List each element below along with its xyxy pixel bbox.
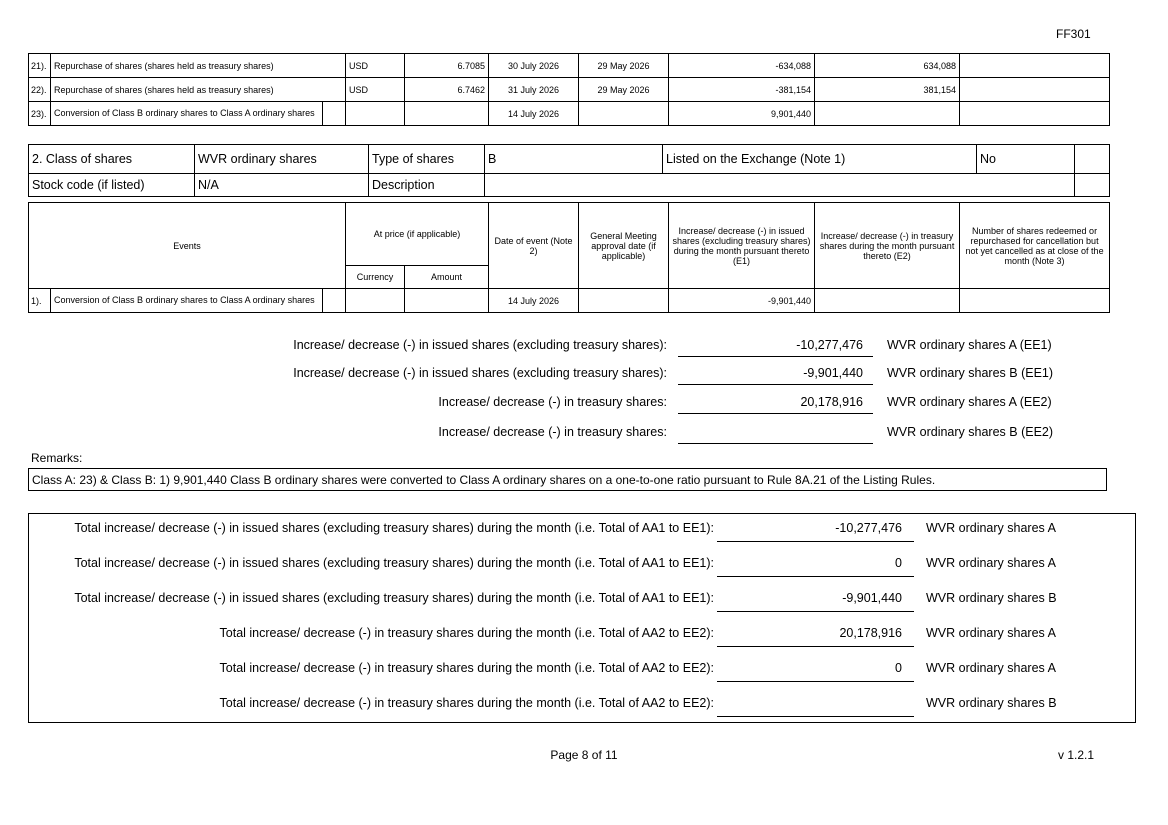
class-of-shares-label: 2. Class of shares bbox=[29, 145, 195, 174]
table-row bbox=[29, 289, 1110, 313]
summary-label: Increase/ decrease (-) in issued shares (excluding treasury shares): bbox=[293, 338, 667, 352]
table-header-row bbox=[29, 203, 1110, 266]
total-underline bbox=[717, 556, 914, 577]
date-event-cell: 14 July 2026 bbox=[489, 102, 579, 126]
at-price-header: At price (if applicable) bbox=[346, 203, 489, 266]
total-row bbox=[0, 626, 1168, 646]
summary-underline bbox=[678, 425, 873, 444]
amount-cell: 6.7085 bbox=[405, 54, 489, 78]
gm-date-cell: 29 May 2026 bbox=[579, 78, 669, 102]
currency-cell: USD bbox=[346, 54, 405, 78]
e2-header: Increase/ decrease (-) in treasury shares during the month pursuant thereto (E2) bbox=[815, 203, 960, 289]
row-number: 22). bbox=[29, 78, 51, 102]
total-unit: WVR ordinary shares A bbox=[926, 556, 1056, 570]
total-unit: WVR ordinary shares A bbox=[926, 661, 1056, 675]
total-unit: WVR ordinary shares B bbox=[926, 696, 1057, 710]
total-value: -9,901,440 bbox=[842, 591, 902, 605]
summary-row bbox=[0, 366, 1168, 386]
date-event-cell: 14 July 2026 bbox=[489, 289, 579, 313]
remarks-box: Class A: 23) & Class B: 1) 9,901,440 Class B ordinary shares were converted to Class A ordinary shares on a one-to-one ratio pursuant to Rule 8A.21 of the Listing Rules. bbox=[28, 468, 1107, 491]
total-value: 20,178,916 bbox=[839, 626, 902, 640]
description-value bbox=[485, 174, 1075, 197]
table-row bbox=[29, 78, 1110, 102]
page-number: Page 8 of 11 bbox=[550, 748, 618, 762]
total-label: Total increase/ decrease (-) in issued shares (excluding treasury shares) during the month (i.e. Total of AA1 to EE1): bbox=[74, 556, 714, 570]
e3-header: Number of shares redeemed or repurchased for cancellation but not yet cancelled as at close of the month (Note 3) bbox=[960, 203, 1110, 289]
stock-code-value: N/A bbox=[195, 174, 369, 197]
e2-cell bbox=[815, 289, 960, 313]
summary-value: -10,277,476 bbox=[796, 338, 863, 352]
amount-cell bbox=[405, 102, 489, 126]
total-row bbox=[0, 521, 1168, 541]
row-number: 23). bbox=[29, 102, 51, 126]
currency-cell bbox=[346, 289, 405, 313]
e2-cell: 634,088 bbox=[815, 54, 960, 78]
summary-row bbox=[0, 425, 1168, 445]
date-event-header: Date of event (Note 2) bbox=[489, 203, 579, 289]
events-header: Events bbox=[29, 203, 346, 289]
e3-cell bbox=[960, 102, 1110, 126]
total-unit: WVR ordinary shares A bbox=[926, 521, 1056, 535]
total-label: Total increase/ decrease (-) in issued shares (excluding treasury shares) during the month (i.e. Total of AA1 to EE1): bbox=[74, 591, 714, 605]
summary-label: Increase/ decrease (-) in treasury shares: bbox=[438, 425, 667, 439]
amount-header: Amount bbox=[405, 266, 489, 289]
version-label: v 1.2.1 bbox=[1058, 748, 1095, 762]
row-number: 1). bbox=[29, 289, 51, 313]
class-of-shares-value: WVR ordinary shares bbox=[195, 145, 369, 174]
totals-box bbox=[28, 513, 1136, 723]
summary-unit: WVR ordinary shares B (EE2) bbox=[887, 425, 1054, 439]
total-value: 0 bbox=[895, 556, 902, 570]
form-code: FF301 bbox=[1056, 27, 1091, 41]
stock-code-label: Stock code (if listed) bbox=[29, 174, 195, 197]
total-label: Total increase/ decrease (-) in issued shares (excluding treasury shares) during the month (i.e. Total of AA1 to EE1): bbox=[74, 521, 714, 535]
table-row bbox=[29, 54, 1110, 78]
total-value: -10,277,476 bbox=[835, 521, 902, 535]
summary-row bbox=[0, 338, 1168, 358]
gm-date-cell bbox=[579, 289, 669, 313]
e2-cell: 381,154 bbox=[815, 78, 960, 102]
total-row bbox=[0, 696, 1168, 716]
e2-cell bbox=[815, 102, 960, 126]
amount-cell bbox=[405, 289, 489, 313]
total-label: Total increase/ decrease (-) in treasury shares during the month (i.e. Total of AA2 to EE2): bbox=[219, 661, 714, 675]
summary-label: Increase/ decrease (-) in issued shares (excluding treasury shares): bbox=[293, 366, 667, 380]
summary-value: 20,178,916 bbox=[800, 395, 863, 409]
listed-spacer bbox=[1075, 145, 1110, 174]
e3-cell bbox=[960, 289, 1110, 313]
description-spacer bbox=[1075, 174, 1110, 197]
description-label: Description bbox=[369, 174, 485, 197]
e1-cell: -634,088 bbox=[669, 54, 815, 78]
table-row bbox=[29, 174, 1110, 197]
listed-label: Listed on the Exchange (Note 1) bbox=[663, 145, 977, 174]
summary-value: -9,901,440 bbox=[803, 366, 863, 380]
e1-cell: -381,154 bbox=[669, 78, 815, 102]
event-cell: Repurchase of shares (shares held as treasury shares) bbox=[51, 78, 346, 102]
class-header-table bbox=[28, 144, 1110, 197]
gm-date-cell bbox=[579, 102, 669, 126]
summary-label: Increase/ decrease (-) in treasury shares: bbox=[438, 395, 667, 409]
event-cell: Conversion of Class B ordinary shares to Class A ordinary shares bbox=[51, 102, 323, 126]
amount-cell: 6.7462 bbox=[405, 78, 489, 102]
gm-date-header: General Meeting approval date (if applicable) bbox=[579, 203, 669, 289]
currency-cell bbox=[346, 102, 405, 126]
event-cell: Repurchase of shares (shares held as treasury shares) bbox=[51, 54, 346, 78]
total-unit: WVR ordinary shares B bbox=[926, 591, 1057, 605]
class-b-events-table bbox=[28, 202, 1110, 313]
table-row bbox=[29, 145, 1110, 174]
e1-header: Increase/ decrease (-) in issued shares (excluding treasury shares) during the month pursuant thereto (E1) bbox=[669, 203, 815, 289]
summary-unit: WVR ordinary shares B (EE1) bbox=[887, 366, 1054, 380]
event-cell-spacer bbox=[323, 289, 346, 313]
currency-cell: USD bbox=[346, 78, 405, 102]
gm-date-cell: 29 May 2026 bbox=[579, 54, 669, 78]
summary-unit: WVR ordinary shares A (EE2) bbox=[887, 395, 1052, 409]
remarks-label: Remarks: bbox=[31, 451, 83, 465]
total-row bbox=[0, 661, 1168, 681]
total-label: Total increase/ decrease (-) in treasury shares during the month (i.e. Total of AA2 to EE2): bbox=[219, 696, 714, 710]
date-event-cell: 30 July 2026 bbox=[489, 54, 579, 78]
class-a-events-table bbox=[28, 53, 1110, 126]
total-unit: WVR ordinary shares A bbox=[926, 626, 1056, 640]
event-cell: Conversion of Class B ordinary shares to Class A ordinary shares bbox=[51, 289, 323, 313]
e3-cell bbox=[960, 54, 1110, 78]
total-underline bbox=[717, 661, 914, 682]
total-row bbox=[0, 556, 1168, 576]
e3-cell bbox=[960, 78, 1110, 102]
type-of-shares-value: B bbox=[485, 145, 663, 174]
total-underline bbox=[717, 696, 914, 717]
date-event-cell: 31 July 2026 bbox=[489, 78, 579, 102]
type-of-shares-label: Type of shares bbox=[369, 145, 485, 174]
currency-header: Currency bbox=[346, 266, 405, 289]
e1-cell: 9,901,440 bbox=[669, 102, 815, 126]
total-row bbox=[0, 591, 1168, 611]
row-number: 21). bbox=[29, 54, 51, 78]
listed-value: No bbox=[977, 145, 1075, 174]
total-label: Total increase/ decrease (-) in treasury shares during the month (i.e. Total of AA2 to EE2): bbox=[219, 626, 714, 640]
total-value: 0 bbox=[895, 661, 902, 675]
table-row bbox=[29, 102, 1110, 126]
summary-unit: WVR ordinary shares A (EE1) bbox=[887, 338, 1052, 352]
event-cell-spacer bbox=[323, 102, 346, 126]
summary-row bbox=[0, 395, 1168, 415]
e1-cell: -9,901,440 bbox=[669, 289, 815, 313]
